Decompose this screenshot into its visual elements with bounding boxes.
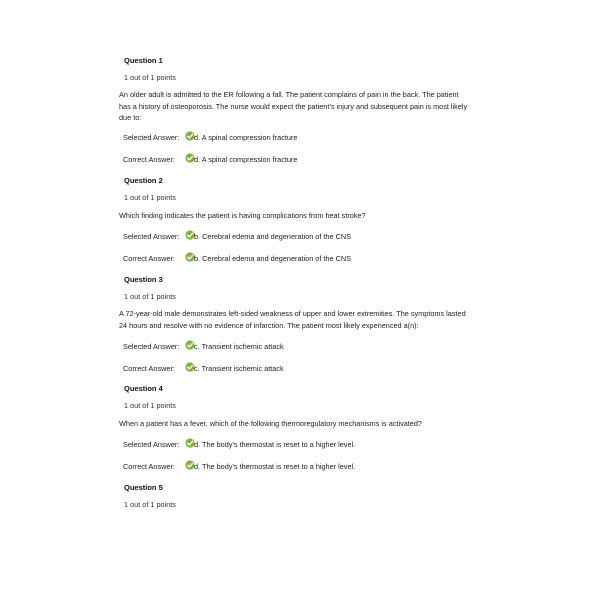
correct-answer-text: c. Transient ischemic attack <box>194 364 284 373</box>
question-3-text: A 72-year-old male demonstrates left-sided weakness of upper and lower extremities. The symptoms lasted 24 hours and resolve with no evidence of infarction. The patient most likely experienced a(n): <box>119 309 466 330</box>
correct-answer-text: b. Cerebral edema and degeneration of the CNS <box>194 254 351 263</box>
correct-answer-label: Correct Answer: <box>123 254 175 263</box>
selected-answer-label: Selected Answer: <box>123 232 180 241</box>
question-4-points: 1 out of 1 points <box>124 401 176 410</box>
question-2-points: 1 out of 1 points <box>124 193 176 202</box>
correct-answer-label: Correct Answer: <box>123 364 175 373</box>
question-3-title: Question 3 <box>124 275 163 284</box>
selected-answer-text: b. Cerebral edema and degeneration of the CNS <box>194 232 351 241</box>
correct-answer-text: d. The body’s thermostat is reset to a higher level. <box>194 462 356 471</box>
correct-answer-label: Correct Answer: <box>123 155 175 164</box>
question-4-text: When a patient has a fever, which of the following thermoregulatory mechanisms is activated? <box>119 419 422 428</box>
selected-answer-text: d. A spinal compression fracture <box>194 133 298 142</box>
question-2-title: Question 2 <box>124 176 163 185</box>
selected-answer-label: Selected Answer: <box>123 342 180 351</box>
question-5-points: 1 out of 1 points <box>124 500 176 509</box>
question-5-title: Question 5 <box>124 483 163 492</box>
selected-answer-text: c. Transient ischemic attack <box>194 342 284 351</box>
selected-answer-text: d. The body’s thermostat is reset to a higher level. <box>194 440 356 449</box>
question-2-text: Which finding indicates the patient is having complications from heat stroke? <box>119 211 366 220</box>
selected-answer-label: Selected Answer: <box>123 133 180 142</box>
selected-answer-label: Selected Answer: <box>123 440 180 449</box>
question-1-title: Question 1 <box>124 56 163 65</box>
question-1-points: 1 out of 1 points <box>124 73 176 82</box>
question-3-points: 1 out of 1 points <box>124 292 176 301</box>
question-1-text: An older adult is admitted to the ER following a fall. The patient complains of pain in the back. The patient has a history of osteoporosis. The nurse would expect the patient’s injury and subsequent pain is most likely due to: <box>119 90 468 122</box>
question-4-title: Question 4 <box>124 384 163 393</box>
correct-answer-text: d. A spinal compression fracture <box>194 155 298 164</box>
correct-answer-label: Correct Answer: <box>123 462 175 471</box>
